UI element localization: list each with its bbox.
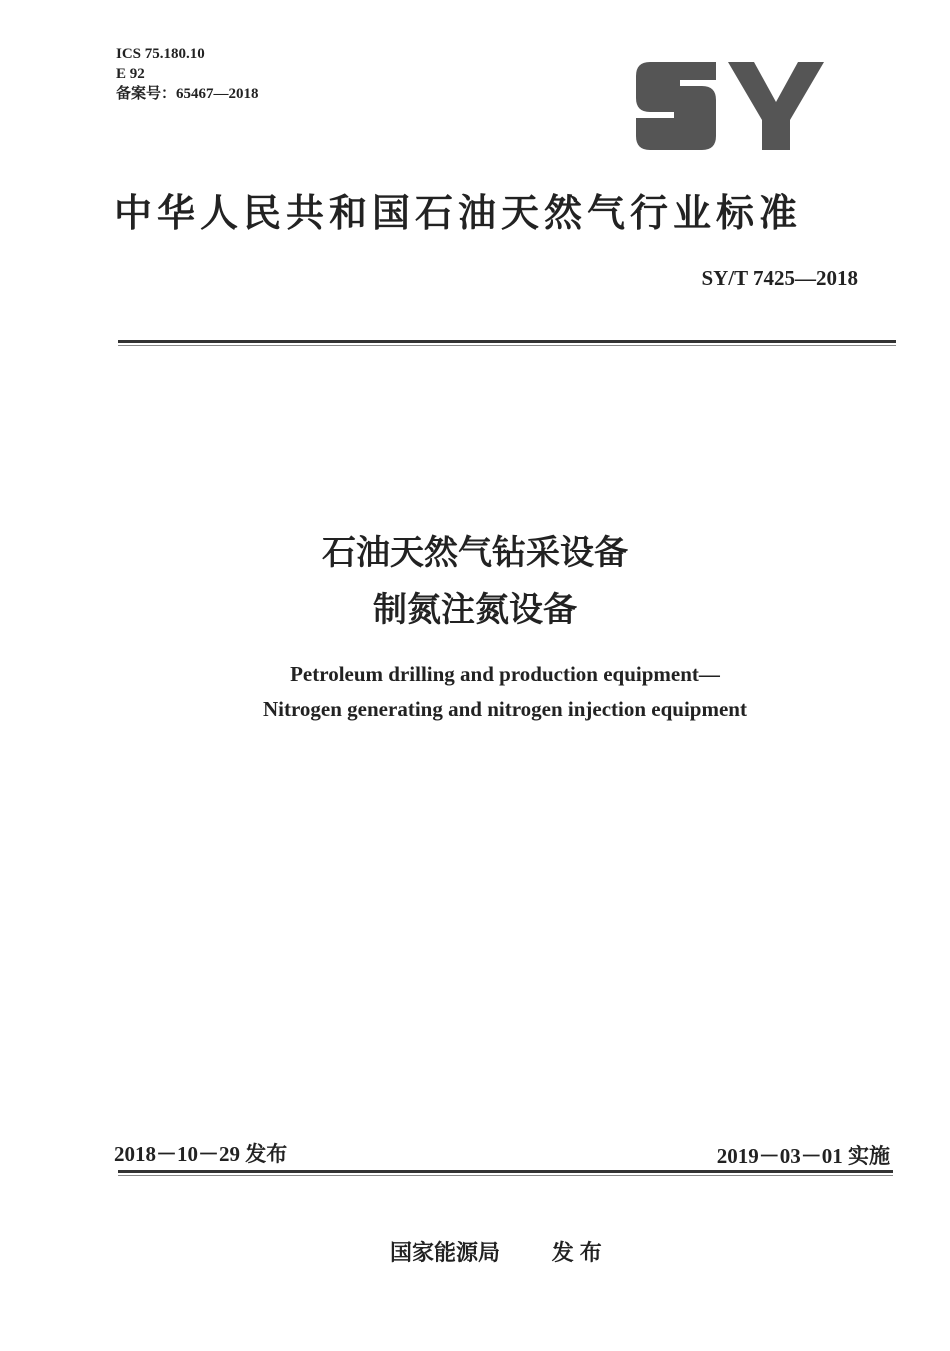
logo-letter-y	[728, 62, 824, 150]
footer-divider	[118, 1170, 893, 1173]
document-meta	[116, 44, 259, 104]
footer-divider-thin	[118, 1175, 893, 1176]
issuer-name: 国家能源局	[390, 1241, 501, 1266]
implement-date: 2019－03－01 实施	[716, 1144, 890, 1168]
record-number: 备案号：65467—2018	[116, 86, 259, 102]
title-en-line2: Nitrogen generating and nitrogen injection equipment	[263, 697, 747, 721]
title-cn-line2: 制氮注氮设备	[373, 590, 577, 630]
ics-code: ICS 75.180.10	[116, 46, 205, 62]
standard-number: SY/T 7425—2018	[701, 266, 858, 290]
publish-date: 2018－10－29 发布	[114, 1142, 288, 1166]
issuer-line	[390, 1236, 608, 1267]
header-divider-thin	[118, 345, 896, 346]
title-cn-line1: 石油天然气钻采设备	[322, 533, 628, 573]
standard-organization: 中华人民共和国石油天然气行业标准	[114, 191, 803, 235]
header-divider	[118, 340, 896, 343]
title-en-line1: Petroleum drilling and production equipment—	[290, 662, 720, 686]
classification-code: E 92	[116, 66, 145, 82]
logo-letter-s	[636, 62, 716, 150]
issuer-action: 发布	[551, 1241, 608, 1266]
sy-logo	[630, 56, 830, 156]
